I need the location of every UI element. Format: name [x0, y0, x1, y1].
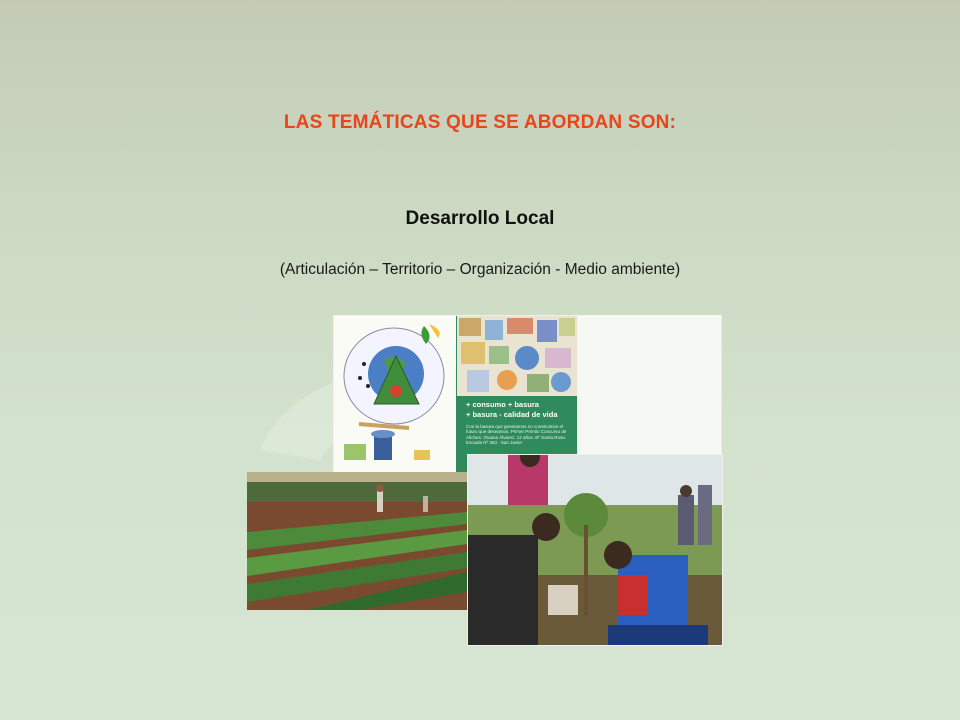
vegetable-garden-photo	[247, 472, 467, 610]
poster-line-2: + basura - calidad de vida	[466, 410, 558, 419]
tree-planting-photo	[467, 454, 723, 646]
poster-drawing	[334, 316, 458, 474]
slide-subheading: Desarrollo Local	[405, 208, 555, 229]
poster-illustration	[334, 316, 456, 474]
poster-line-1: + consumo + basura	[466, 400, 539, 409]
recycling-poster-image	[333, 315, 578, 475]
photo-backdrop	[576, 315, 722, 454]
poster-collage	[457, 316, 577, 396]
slide-heading: LAS TEMÁTICAS QUE SE ABORDAN SON:	[283, 112, 677, 133]
poster-caption	[466, 400, 574, 446]
themes-list: (Articulación – Territorio – Organización - Medio ambiente)	[279, 261, 681, 278]
poster-small-text: Con la basura que generamos no construimos el futuro que deseamos. Primer Premio Concurso de Afiches: Jhoana Álvarez, 12 años. Bº Santa Rosa. Escuela Nº 353 - San Javier	[466, 424, 567, 446]
